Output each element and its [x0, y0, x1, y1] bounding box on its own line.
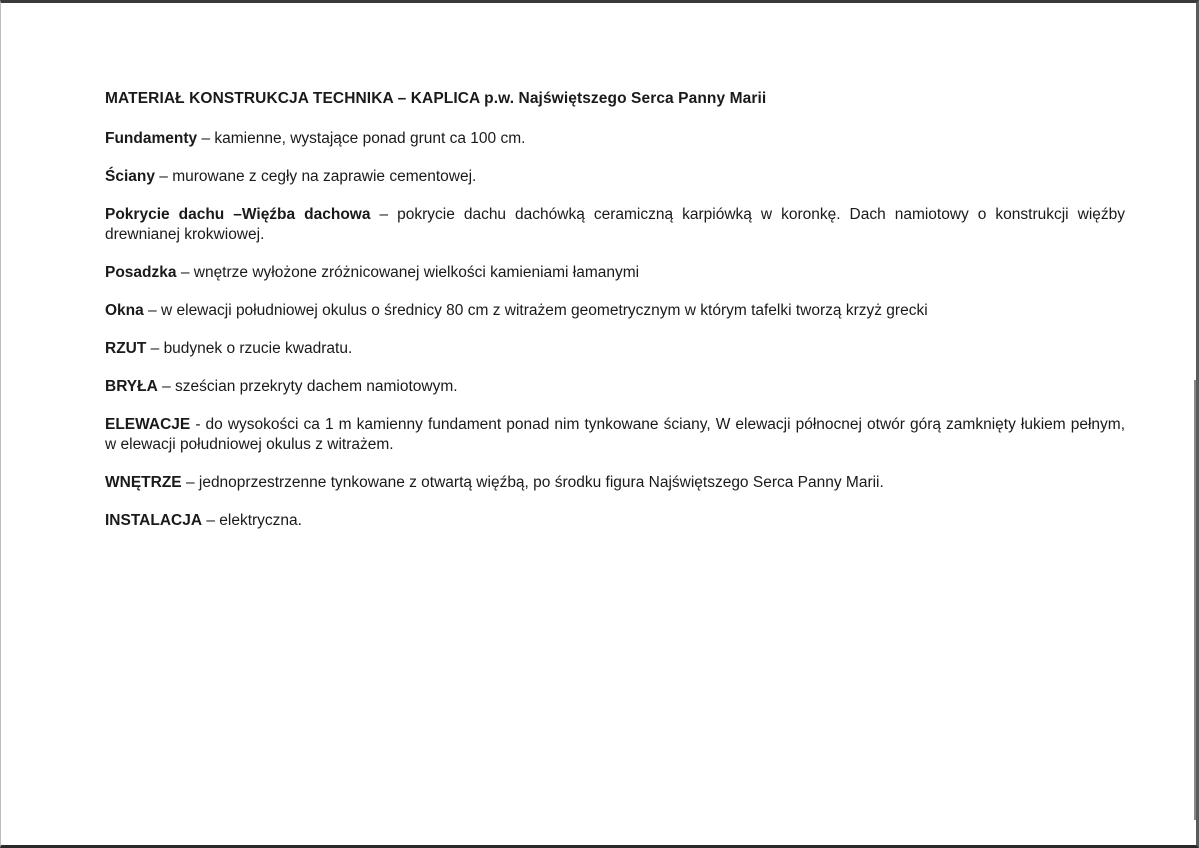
entry-separator: – — [146, 340, 164, 357]
document-title: MATERIAŁ KONSTRUKCJA TECHNIKA – KAPLICA p.w. Najświętszego Serca Panny Marii — [105, 90, 767, 107]
entry-text: elektryczna. — [219, 512, 302, 529]
document-body — [105, 88, 1125, 549]
entry-text: pokrycie dachu dachówką ceramiczną karpiówką w koronkę. Dach namiotowy o konstrukcji więźby drewnianej krokwiowej. — [105, 206, 1126, 243]
entry-separator: – — [370, 206, 398, 223]
entry-label: Okna — [105, 302, 144, 319]
entry-separator: – — [181, 474, 199, 491]
entry-text: sześcian przekryty dachem namiotowym. — [175, 378, 458, 395]
entry-text: budynek o rzucie kwadratu. — [163, 340, 353, 357]
entry-instalacja — [105, 511, 1125, 531]
entry-sciany — [105, 167, 1125, 187]
entry-posadzka — [105, 263, 1125, 283]
entry-label: INSTALACJA — [105, 512, 203, 529]
entry-text: do wysokości ca 1 m kamienny fundament ponad nim tynkowane ściany, W elewacji północnej otwór górą zamknięty łukiem pełnym, w elewacji południowej okulus z witrażem. — [105, 416, 1125, 453]
entry-fundamenty — [105, 129, 1125, 149]
entry-text: kamienne, wystające ponad grunt ca 100 cm. — [214, 130, 526, 147]
entry-label: Fundamenty — [105, 130, 198, 147]
entry-rzut — [105, 339, 1125, 359]
entry-separator: – — [197, 130, 215, 147]
entry-pokrycie-dachu — [105, 205, 1125, 245]
entry-okna — [105, 301, 1125, 321]
entry-elewacje — [105, 415, 1125, 455]
entry-label: Ściany — [105, 168, 155, 185]
entry-label: BRYŁA — [105, 378, 158, 395]
entry-label: WNĘTRZE — [105, 474, 182, 491]
entry-bryla — [105, 377, 1125, 397]
entry-label: ELEWACJE — [105, 416, 191, 433]
entry-separator: – — [154, 168, 173, 185]
scan-edge-shadow — [1194, 380, 1196, 820]
entry-wnetrze — [105, 473, 1125, 493]
entry-label: RZUT — [105, 340, 147, 357]
entry-separator: – — [157, 378, 176, 395]
entry-text: murowane z cegły na zaprawie cementowej. — [172, 168, 477, 185]
entry-label: Posadzka — [105, 264, 177, 281]
entry-separator: – — [176, 264, 194, 281]
entry-label: Pokrycie dachu –Więźba dachowa — [105, 206, 371, 223]
entry-separator: - — [190, 416, 206, 433]
entry-text: wnętrze wyłożone zróżnicowanej wielkości kamieniami łamanymi — [193, 264, 640, 281]
entry-text: jednoprzestrzenne tynkowane z otwartą więźbą, po środku figura Najświętszego Serca Panny Marii. — [198, 474, 884, 491]
entry-separator: – — [202, 512, 220, 529]
entry-text: w elewacji południowej okulus o średnicy 80 cm z witrażem geometrycznym w którym tafelki tworzą krzyż grecki — [161, 302, 928, 319]
entry-separator: – — [143, 302, 161, 319]
